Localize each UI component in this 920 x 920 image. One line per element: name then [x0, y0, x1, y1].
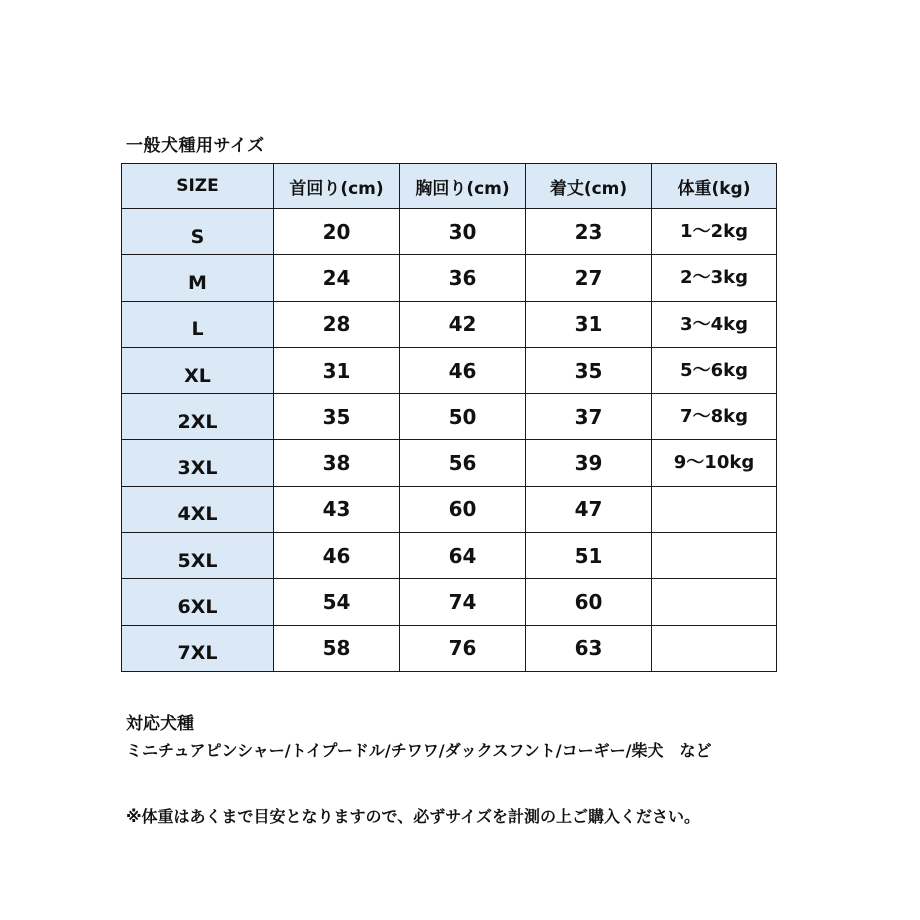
weight-cell: [652, 533, 777, 579]
header-length: 着丈(cm): [526, 164, 652, 209]
header-chest: 胸回り(cm): [400, 164, 526, 209]
table-header-row: [122, 164, 777, 209]
header-size: SIZE: [122, 164, 274, 209]
length-cell: 51: [526, 533, 652, 579]
length-cell: 23: [526, 209, 652, 255]
neck-cell: 58: [274, 625, 400, 671]
section-title: 一般犬種用サイズ: [126, 136, 265, 156]
size-cell: XL: [122, 347, 274, 393]
table-row: [122, 486, 777, 532]
compatible-breeds-title: 対応犬種: [126, 714, 194, 734]
size-cell: 6XL: [122, 579, 274, 625]
chest-cell: 76: [400, 625, 526, 671]
chest-cell: 50: [400, 394, 526, 440]
table-row: [122, 394, 777, 440]
weight-cell: 7〜8kg: [652, 394, 777, 440]
neck-cell: 46: [274, 533, 400, 579]
weight-cell: 2〜3kg: [652, 255, 777, 301]
neck-cell: 24: [274, 255, 400, 301]
size-cell: 5XL: [122, 533, 274, 579]
neck-cell: 43: [274, 486, 400, 532]
table-row: [122, 301, 777, 347]
size-cell: M: [122, 255, 274, 301]
table-row: [122, 533, 777, 579]
chest-cell: 60: [400, 486, 526, 532]
table-row: [122, 209, 777, 255]
size-cell: S: [122, 209, 274, 255]
length-cell: 63: [526, 625, 652, 671]
neck-cell: 54: [274, 579, 400, 625]
neck-cell: 31: [274, 347, 400, 393]
chest-cell: 42: [400, 301, 526, 347]
size-cell: 4XL: [122, 486, 274, 532]
size-chart-table: [121, 163, 777, 672]
chest-cell: 46: [400, 347, 526, 393]
weight-cell: 5〜6kg: [652, 347, 777, 393]
header-weight: 体重(kg): [652, 164, 777, 209]
table-row: [122, 255, 777, 301]
length-cell: 39: [526, 440, 652, 486]
table-row: [122, 579, 777, 625]
length-cell: 27: [526, 255, 652, 301]
chest-cell: 56: [400, 440, 526, 486]
chest-cell: 64: [400, 533, 526, 579]
weight-note: ※体重はあくまで目安となりますので、必ずサイズを計測の上ご購入ください。: [126, 807, 700, 826]
length-cell: 35: [526, 347, 652, 393]
header-neck: 首回り(cm): [274, 164, 400, 209]
size-cell: 7XL: [122, 625, 274, 671]
chest-cell: 36: [400, 255, 526, 301]
chest-cell: 74: [400, 579, 526, 625]
weight-cell: [652, 579, 777, 625]
weight-cell: 1〜2kg: [652, 209, 777, 255]
compatible-breeds-list: ミニチュアピンシャー/トイプードル/チワワ/ダックスフント/コーギー/柴犬 など: [126, 741, 712, 760]
weight-cell: [652, 486, 777, 532]
weight-cell: 3〜4kg: [652, 301, 777, 347]
neck-cell: 20: [274, 209, 400, 255]
neck-cell: 38: [274, 440, 400, 486]
size-cell: 3XL: [122, 440, 274, 486]
length-cell: 60: [526, 579, 652, 625]
weight-cell: 9〜10kg: [652, 440, 777, 486]
weight-cell: [652, 625, 777, 671]
table-row: [122, 440, 777, 486]
table-row: [122, 347, 777, 393]
length-cell: 47: [526, 486, 652, 532]
length-cell: 31: [526, 301, 652, 347]
neck-cell: 28: [274, 301, 400, 347]
chest-cell: 30: [400, 209, 526, 255]
length-cell: 37: [526, 394, 652, 440]
table-row: [122, 625, 777, 671]
size-cell: 2XL: [122, 394, 274, 440]
size-cell: L: [122, 301, 274, 347]
neck-cell: 35: [274, 394, 400, 440]
